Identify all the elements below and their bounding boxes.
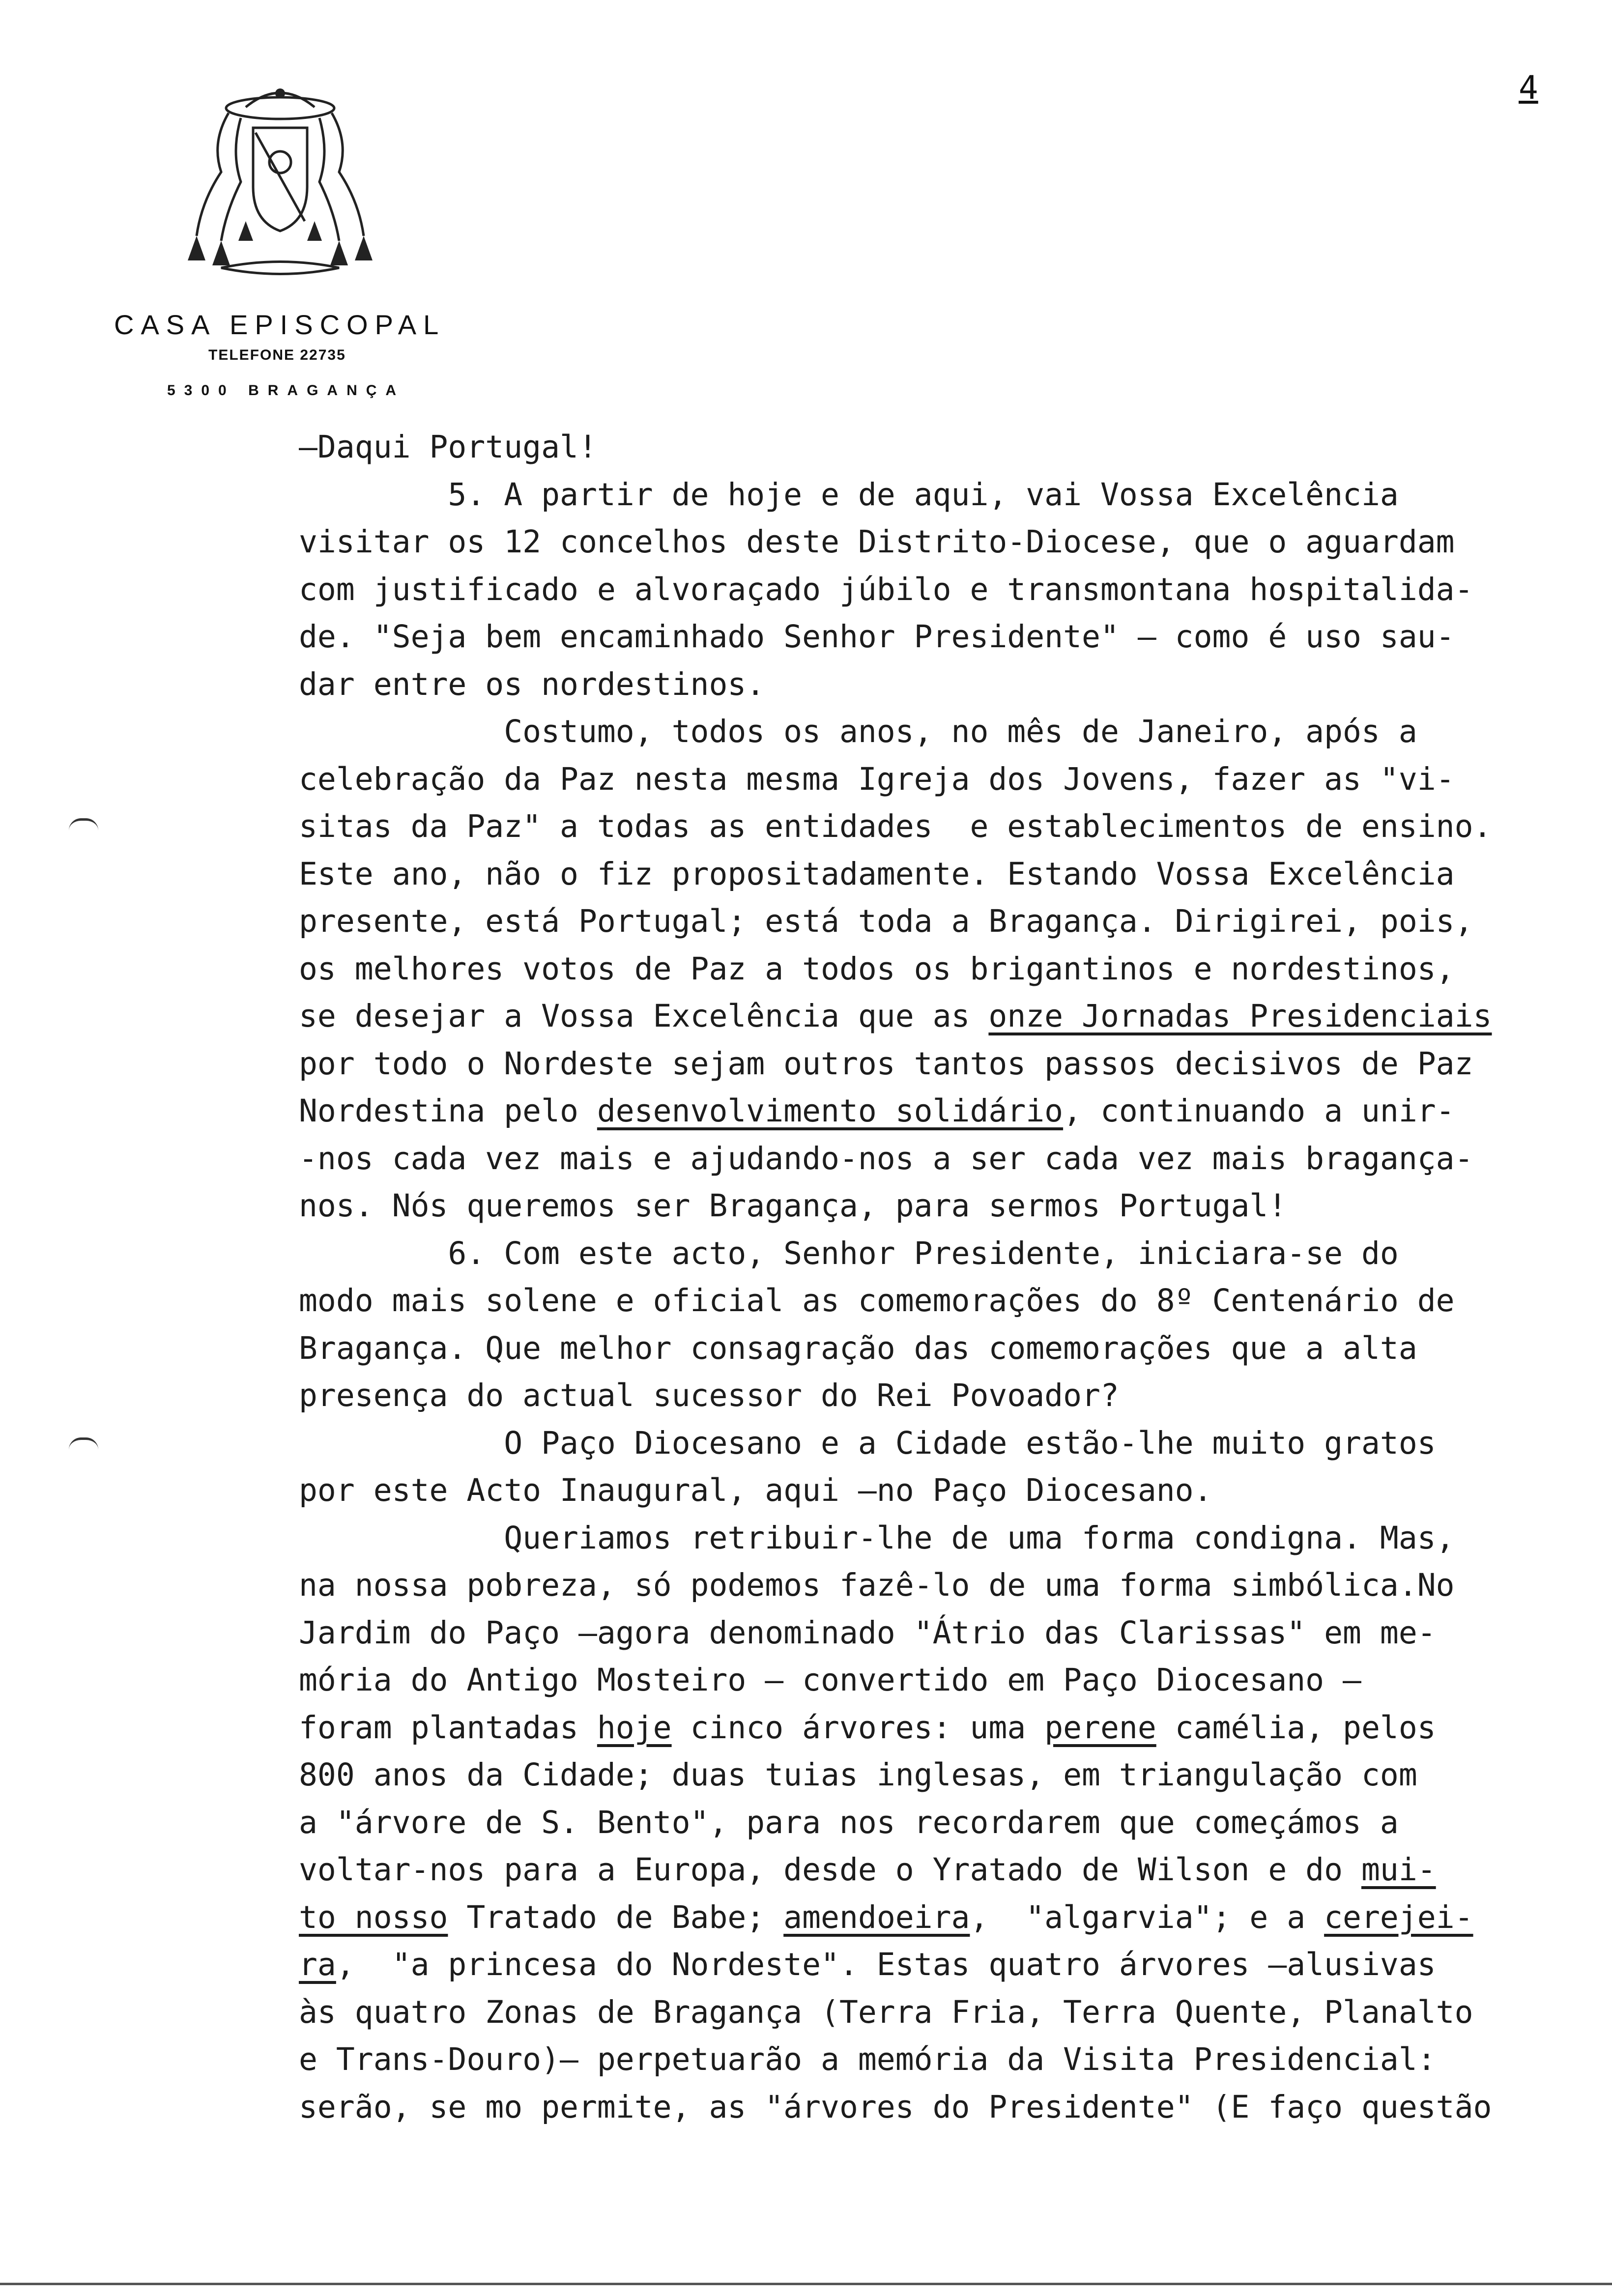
text-line [299, 518, 1567, 566]
text-run: presente, está Portugal; está toda a Bragança. Dirigirei, pois, [299, 903, 1473, 939]
text-run: por todo o Nordeste sejam outros tantos passos decisivos de Paz [299, 1045, 1473, 1082]
text-run: com justificado e alvoraçado júbilo e transmontana hospitalida- [299, 571, 1473, 607]
text-run: sitas da Paz" a todas as entidades e establecimentos de ensino. [299, 808, 1492, 844]
text-run: , continuando a unir- [1063, 1093, 1455, 1129]
text-line [299, 1989, 1567, 2037]
text-line [299, 2084, 1567, 2131]
text-line [299, 851, 1567, 898]
text-line [299, 1562, 1567, 1609]
text-line [299, 803, 1567, 851]
text-run: -nos cada vez mais e ajudando-nos a ser cada vez mais bragança- [299, 1140, 1473, 1177]
text-line [299, 1420, 1567, 1467]
text-run: , "a princesa do Nordeste". Estas quatro árvores —alusivas [336, 1947, 1436, 1982]
text-run: de. "Seja bem encaminhado Senhor Presidente" — como é uso sau- [299, 619, 1455, 655]
scan-mark [69, 1437, 98, 1450]
text-run: os melhores votos de Paz a todos os brigantinos e nordestinos, [299, 950, 1455, 987]
text-run: , "algarvia"; e a [970, 1899, 1324, 1935]
text-run: modo mais solene e oficial as comemorações do 8º Centenário de [299, 1283, 1455, 1319]
text-run: 5. A partir de hoje e de aqui, vai Vossa Excelência [299, 476, 1399, 513]
text-line [299, 946, 1567, 993]
text-run: cinco árvores: uma [671, 1709, 1045, 1746]
text-line [299, 424, 1567, 471]
text-run: Tratado de Babe; [448, 1899, 784, 1935]
text-line [299, 1515, 1567, 1562]
text-line [299, 471, 1567, 519]
text-run: camélia, pelos [1156, 1709, 1436, 1746]
text-line [299, 1372, 1567, 1420]
text-line [299, 1704, 1567, 1752]
text-run: a "árvore de S. Bento", para nos recordarem que começámos a [299, 1804, 1399, 1840]
text-line [299, 1467, 1567, 1515]
text-line [299, 566, 1567, 614]
page-number: 4 [1519, 69, 1538, 107]
text-line [299, 1657, 1567, 1704]
text-run: às quatro Zonas de Bragança (Terra Fria, Terra Quente, Planalto [299, 1994, 1473, 2030]
text-line [299, 1088, 1567, 1135]
text-run: 6. Com este acto, Senhor Presidente, iniciara-se do [299, 1235, 1399, 1271]
underlined-text: mui- [1361, 1852, 1436, 1888]
text-line [299, 613, 1567, 661]
scan-mark [69, 818, 98, 831]
text-run: visitar os 12 concelhos deste Distrito-Diocese, que o aguardam [299, 524, 1455, 560]
text-run: e Trans-Douro)— perpetuarão a memória da Visita Presidencial: [299, 2041, 1436, 2077]
text-run: —Daqui Portugal! [299, 429, 597, 465]
text-line [299, 708, 1567, 756]
letterhead-phone: TELEFONE 22735 [208, 347, 346, 363]
letterhead-name: CASA EPISCOPAL [114, 309, 446, 340]
text-run: 800 anos da Cidade; duas tuias inglesas, em triangulação com [299, 1757, 1417, 1793]
text-run: nos. Nós queremos ser Bragança, para sermos Portugal! [299, 1188, 1287, 1224]
underlined-text: cerejei- [1324, 1899, 1473, 1935]
text-line [299, 1182, 1567, 1230]
text-run: Nordestina pelo [299, 1093, 597, 1129]
text-run: dar entre os nordestinos. [299, 666, 765, 702]
text-line [299, 1135, 1567, 1183]
underlined-text: desenvolvimento solidário [597, 1093, 1064, 1129]
text-run: O Paço Diocesano e a Cidade estão-lhe muito gratos [299, 1425, 1436, 1461]
underlined-text: amendoeira [783, 1899, 970, 1935]
text-run: por este Acto Inaugural, aqui —no Paço Diocesano. [299, 1472, 1212, 1508]
text-run: na nossa pobreza, só podemos fazê-lo de uma forma simbólica.No [299, 1567, 1455, 1603]
text-line [299, 993, 1567, 1040]
text-line [299, 1040, 1567, 1088]
text-line [299, 1751, 1567, 1799]
text-run: Queriamos retribuir-lhe de uma forma condigna. Mas, [299, 1520, 1455, 1556]
text-run: Bragança. Que melhor consagração das comemorações que a alta [299, 1330, 1417, 1366]
text-line [299, 1894, 1567, 1942]
text-line [299, 898, 1567, 946]
text-run: voltar-nos para a Europa, desde o Yratado de Wilson e do [299, 1852, 1361, 1888]
text-line [299, 2036, 1567, 2084]
text-run: serão, se mo permite, as "árvores do Presidente" (E faço questão [299, 2089, 1492, 2125]
text-run: mória do Antigo Mosteiro — convertido em Paço Diocesano — [299, 1662, 1361, 1698]
underlined-text: onze Jornadas Presidenciais [988, 998, 1492, 1034]
text-line [299, 1609, 1567, 1657]
text-line [299, 1846, 1567, 1894]
text-line [299, 1941, 1567, 1989]
underlined-text: hoje [597, 1709, 672, 1746]
letterhead-city: 5300 BRAGANÇA [167, 382, 405, 399]
underlined-text: perene [1044, 1709, 1156, 1746]
text-run: se desejar a Vossa Excelência que as [299, 998, 989, 1034]
text-run: Costumo, todos os anos, no mês de Janeiro, após a [299, 714, 1417, 749]
text-line [299, 1799, 1567, 1847]
letter-body [299, 424, 1567, 2131]
text-line [299, 661, 1567, 709]
episcopal-coat-of-arms [182, 74, 378, 290]
text-run: Jardim do Paço —agora denominado "Átrio das Clarissas" em me- [299, 1614, 1436, 1651]
text-line [299, 1325, 1567, 1373]
text-run: Este ano, não o fiz propositadamente. Estando Vossa Excelência [299, 856, 1455, 892]
text-line [299, 1230, 1567, 1278]
underlined-text: to nosso [299, 1899, 448, 1935]
text-line [299, 756, 1567, 804]
text-run: presença do actual sucessor do Rei Povoador? [299, 1378, 1119, 1413]
text-run: celebração da Paz nesta mesma Igreja dos Jovens, fazer as "vi- [299, 761, 1455, 797]
underlined-text: ra [299, 1947, 336, 1982]
text-line [299, 1277, 1567, 1325]
page-bottom-rule [0, 2283, 1612, 2285]
text-run: foram plantadas [299, 1709, 597, 1746]
